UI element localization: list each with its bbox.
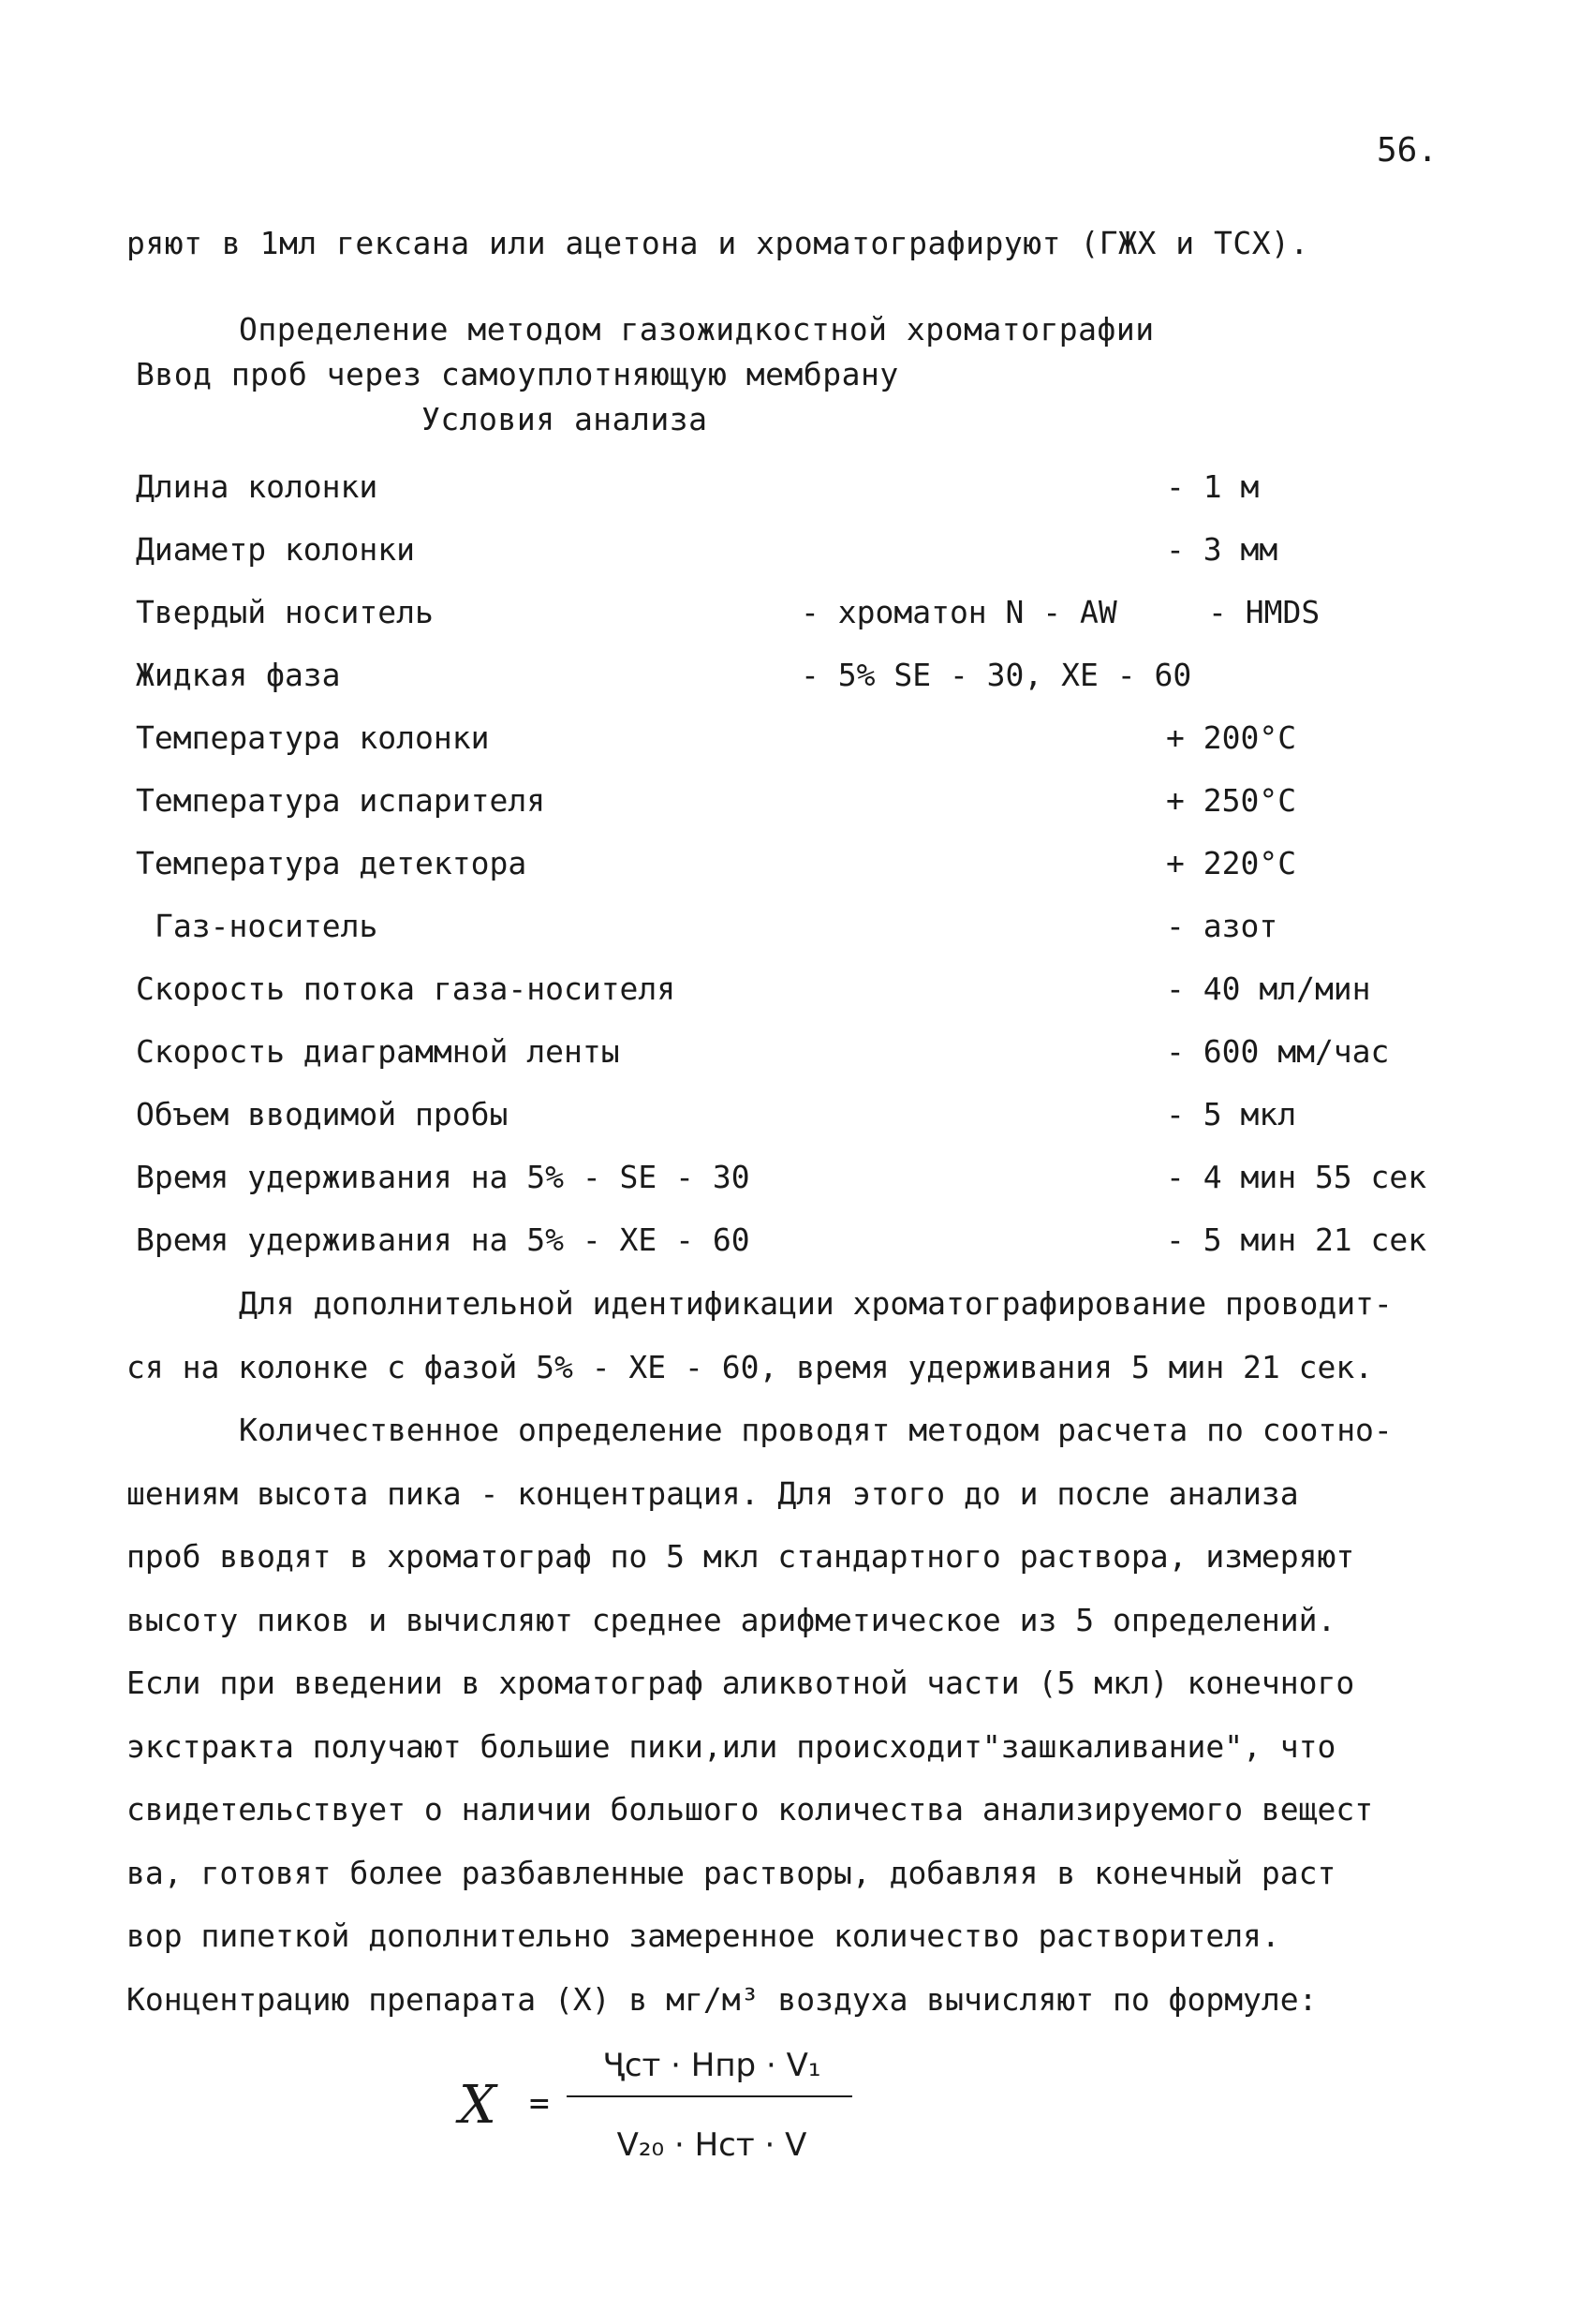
- condition-label: Объем вводимой пробы: [136, 1096, 509, 1132]
- condition-value: - HMDS: [1208, 594, 1321, 630]
- paragraph-identification: [126, 1272, 1475, 1399]
- page-number: 56.: [1377, 131, 1439, 170]
- condition-row: [136, 1096, 1484, 1145]
- condition-label: Газ-носитель: [155, 908, 378, 944]
- condition-row: [136, 468, 1484, 517]
- paragraph-line: Концентрацию препарата (X) в мг/м³ воздуха вычисляют по формуле:: [126, 1980, 1318, 2018]
- paragraph-line: ся на колонке с фазой 5% - XE - 60, время удерживания 5 мин 21 сек.: [126, 1348, 1374, 1385]
- paragraph-line: Если при введении в хроматограф аликвотной части (5 мкл) конечного: [126, 1665, 1355, 1701]
- condition-value: - 4 мин 55 сек: [1166, 1159, 1427, 1195]
- condition-row: [136, 719, 1484, 768]
- condition-label: Время удерживания на 5% - XE - 60: [136, 1221, 750, 1258]
- condition-row: [136, 531, 1484, 580]
- concentration-formula: [459, 2047, 852, 2187]
- paragraph-line: проб вводят в хроматограф по 5 мкл стандартного раствора, измеряют: [126, 1538, 1355, 1575]
- section-subheading: Ввод проб через самоуплотняющую мембрану: [136, 356, 899, 392]
- paragraph-line: шениям высота пика - концентрация. Для этого до и после анализа: [126, 1474, 1299, 1512]
- condition-middle: - хроматон N - AW: [801, 594, 1117, 630]
- formula-numerator: Ҷст · Hпр · V₁: [602, 2047, 821, 2084]
- condition-row: [136, 1159, 1484, 1207]
- paragraph-line: Для дополнительной идентификации хроматографирование проводит-: [239, 1285, 1393, 1322]
- condition-label: Диаметр колонки: [136, 531, 416, 568]
- condition-value: - 600 мм/час: [1166, 1033, 1390, 1070]
- condition-label: Твердый носитель: [136, 594, 434, 630]
- paragraph-line: ва, готовят более разбавленные растворы, добавляя в конечный раст: [126, 1854, 1336, 1891]
- formula-equals: =: [529, 2084, 550, 2123]
- condition-value: - 3 мм: [1166, 531, 1278, 568]
- opening-line: ряют в 1мл гексана или ацетона и хроматографируют (ГЖХ и ТСХ).: [126, 225, 1309, 261]
- condition-row: [136, 845, 1484, 894]
- condition-label: Длина колонки: [136, 468, 378, 505]
- condition-row: [136, 782, 1484, 831]
- condition-label: Скорость диаграммной ленты: [136, 1033, 620, 1070]
- paragraph-quantitative: [126, 1399, 1475, 2031]
- condition-row: [136, 1221, 1484, 1270]
- condition-middle: - 5% SE - 30, XE - 60: [801, 657, 1192, 693]
- conditions-heading: Условия анализа: [421, 401, 708, 437]
- condition-row: [136, 1033, 1484, 1082]
- condition-value: - 5 мкл: [1166, 1096, 1297, 1132]
- paragraph-line: вор пипеткой дополнительно замеренное количество растворителя.: [126, 1917, 1280, 1954]
- paragraph-line: экстракта получают большие пики,или происходит"зашкаливание", что: [126, 1727, 1336, 1765]
- paragraph-line: свидетельствует о наличии большого количества анализируемого вещест: [126, 1791, 1374, 1828]
- condition-row: [136, 908, 1484, 956]
- paragraph-line: высоту пиков и вычисляют среднее арифметическое из 5 определений.: [126, 1601, 1336, 1638]
- condition-value: - 40 мл/мин: [1166, 970, 1371, 1007]
- condition-label: Время удерживания на 5% - SE - 30: [136, 1159, 750, 1195]
- condition-value: - азот: [1166, 908, 1278, 944]
- condition-row: [136, 594, 1484, 643]
- condition-label: Температура испарителя: [136, 782, 546, 819]
- condition-row: [136, 970, 1484, 1019]
- formula-denominator: V₂₀ · Hст · V: [616, 2126, 807, 2164]
- condition-row: [136, 657, 1484, 705]
- condition-label: Жидкая фаза: [136, 657, 341, 693]
- formula-lhs: X: [459, 2075, 496, 2136]
- condition-label: Температура колонки: [136, 719, 490, 756]
- condition-value: + 200°C: [1166, 719, 1297, 756]
- section-heading: Определение методом газожидкостной хроматографии: [239, 311, 1155, 348]
- condition-value: + 250°C: [1166, 782, 1297, 819]
- fraction-bar: [567, 2095, 852, 2097]
- condition-value: + 220°C: [1166, 845, 1297, 881]
- condition-value: - 1 м: [1166, 468, 1260, 505]
- paragraph-line: Количественное определение проводят методом расчета по соотно-: [239, 1412, 1393, 1448]
- condition-label: Скорость потока газа-носителя: [136, 970, 676, 1007]
- condition-value: - 5 мин 21 сек: [1166, 1221, 1427, 1258]
- condition-label: Температура детектора: [136, 845, 527, 881]
